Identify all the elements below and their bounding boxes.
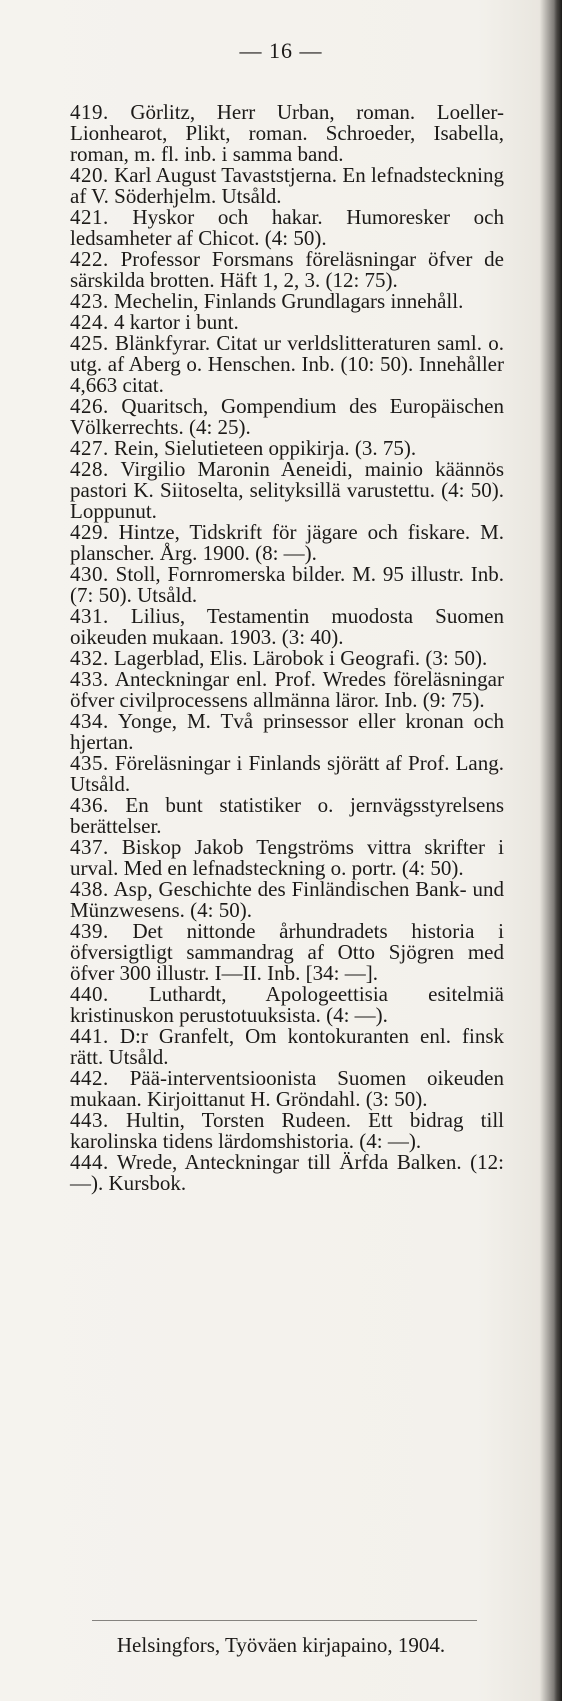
entry-number: 443. [70,1108,109,1132]
entry-text: Görlitz, Herr Urban, roman. Loeller-Lionhearot, Plikt, roman. Schroeder, Isabella, roman, m. fl. inb. i samma band. [70,100,504,166]
catalogue-entry [70,921,504,984]
entry-number: 431. [70,604,109,628]
entry-number: 421. [70,205,109,229]
entry-text: En bunt statistiker o. jernvägsstyrelsens berättelser. [70,793,505,838]
catalogue-entry [70,312,504,333]
entry-number: 422. [70,247,109,271]
entry-number: 435. [70,751,109,775]
catalogue-entry [70,291,504,312]
entry-number: 432. [70,646,109,670]
entry-text: Blänkfyrar. Citat ur verldslitteraturen saml. o. utg. af Aberg o. Henschen. Inb. (10: 50). Innehåller 4,663 citat. [70,331,505,397]
entry-text: Yonge, M. Två prinsessor eller kronan och hjertan. [70,709,504,754]
entry-text: Pää-interventsioonista Suomen oikeuden mukaan. Kirjoittanut H. Gröndahl. (3: 50). [70,1066,504,1111]
page-edge-shadow [554,0,562,1701]
catalogue-entry [70,606,504,648]
catalogue-entry [70,984,504,1026]
entry-number: 430. [70,562,109,586]
entry-number: 423. [70,289,109,313]
entry-number: 440. [70,982,109,1006]
catalogue-entry [70,438,504,459]
entry-text: Lagerblad, Elis. Lärobok i Geografi. (3: 50). [114,646,488,670]
catalogue-entries [70,102,504,1194]
catalogue-entry [70,1110,504,1152]
entry-number: 434. [70,709,109,733]
catalogue-entry [70,669,504,711]
imprint: Helsingfors, Työväen kirjapaino, 1904. [116,1633,446,1657]
catalogue-entry [70,249,504,291]
entry-text: Asp, Geschichte des Finländischen Bank- und Münzwesens. (4: 50). [70,877,505,922]
entry-text: Rein, Sielutieteen oppikirja. (3. 75). [114,436,417,460]
entry-text: Virgilio Maronin Aeneidi, mainio käännös pastori K. Siitoselta, selityksillä varustettu. (4: 50). Loppunut. [70,457,505,523]
entry-number: 441. [70,1024,109,1048]
entry-text: Biskop Jakob Tengströms vittra skrifter i urval. Med en lefnadsteckning o. portr. (4: 50). [70,835,504,880]
entry-number: 442. [70,1066,109,1090]
catalogue-entry [70,1026,504,1068]
entry-text: Professor Forsmans föreläsningar öfver de särskilda brotten. Häft 1, 2, 3. (12: 75). [70,247,504,292]
catalogue-entry [70,165,504,207]
catalogue-entry [70,753,504,795]
catalogue-entry [70,1152,504,1194]
page-number: — 16 — [239,38,323,63]
entry-number: 439. [70,919,109,943]
entry-text: Det nittonde århundradets historia i öfversigtligt sammandrag af Otto Sjögren med öfver 300 illustr. I—II. Inb. [34: —]. [70,919,504,985]
entry-number: 436. [70,793,109,817]
entry-number: 424. [70,310,109,334]
entry-text: D:r Granfelt, Om kontokuranten enl. finsk rätt. Utsåld. [70,1024,505,1069]
entry-text: Lilius, Testamentin muodosta Suomen oikeuden mukaan. 1903. (3: 40). [70,604,504,649]
catalogue-entry [70,795,504,837]
catalogue-entry [70,648,504,669]
entry-text: Mechelin, Finlands Grundlagars innehåll. [114,289,464,313]
entry-text: Karl August Tavaststjerna. En lefnadsteckning af V. Söderhjelm. Utsåld. [70,163,504,208]
entry-text: Hintze, Tidskrift för jägare och fiskare. M. planscher. Årg. 1900. (8: —). [70,520,504,565]
entry-text: 4 kartor i bunt. [114,310,239,334]
entry-number: 433. [70,667,109,691]
catalogue-entry [70,459,504,522]
catalogue-entry [70,333,504,396]
catalogue-entry [70,564,504,606]
catalogue-entry [70,711,504,753]
entry-text: Föreläsningar i Finlands sjörätt af Prof. Lang. Utsåld. [70,751,504,796]
entry-number: 419. [70,100,109,124]
footer-divider [92,1620,477,1621]
catalogue-entry [70,102,504,165]
catalogue-entry [70,207,504,249]
catalogue-entry [70,879,504,921]
catalogue-entry [70,1068,504,1110]
entry-number: 427. [70,436,109,460]
entry-number: 444. [70,1150,109,1174]
entry-number: 429. [70,520,109,544]
entry-text: Hyskor och hakar. Humoresker och ledsamheter af Chicot. (4: 50). [70,205,505,250]
entry-number: 425. [70,331,109,355]
entry-text: Hultin, Torsten Rudeen. Ett bidrag till karolinska tidens lärdomshistoria. (4: —). [70,1108,505,1153]
catalogue-entry [70,396,504,438]
entry-text: Stoll, Fornromerska bilder. M. 95 illustr. Inb. (7: 50). Utsåld. [70,562,505,607]
entry-text: Anteckningar enl. Prof. Wredes föreläsningar öfver civilprocessens allmänna läror. Inb. (9: 75). [70,667,504,712]
catalogue-entry [70,837,504,879]
entry-number: 438. [70,877,109,901]
entry-number: 420. [70,163,109,187]
entry-text: Wrede, Anteckningar till Ärfda Balken. (12: —). Kursbok. [70,1150,504,1195]
entry-text: Luthardt, Apologeettisia esitelmiä kristinuskon perustotuuksista. (4: —). [70,982,504,1027]
entry-number: 428. [70,457,109,481]
entry-number: 437. [70,835,109,859]
catalogue-entry [70,522,504,564]
entry-text: Quaritsch, Gompendium des Europäischen Völkerrechts. (4: 25). [70,394,505,439]
entry-number: 426. [70,394,109,418]
